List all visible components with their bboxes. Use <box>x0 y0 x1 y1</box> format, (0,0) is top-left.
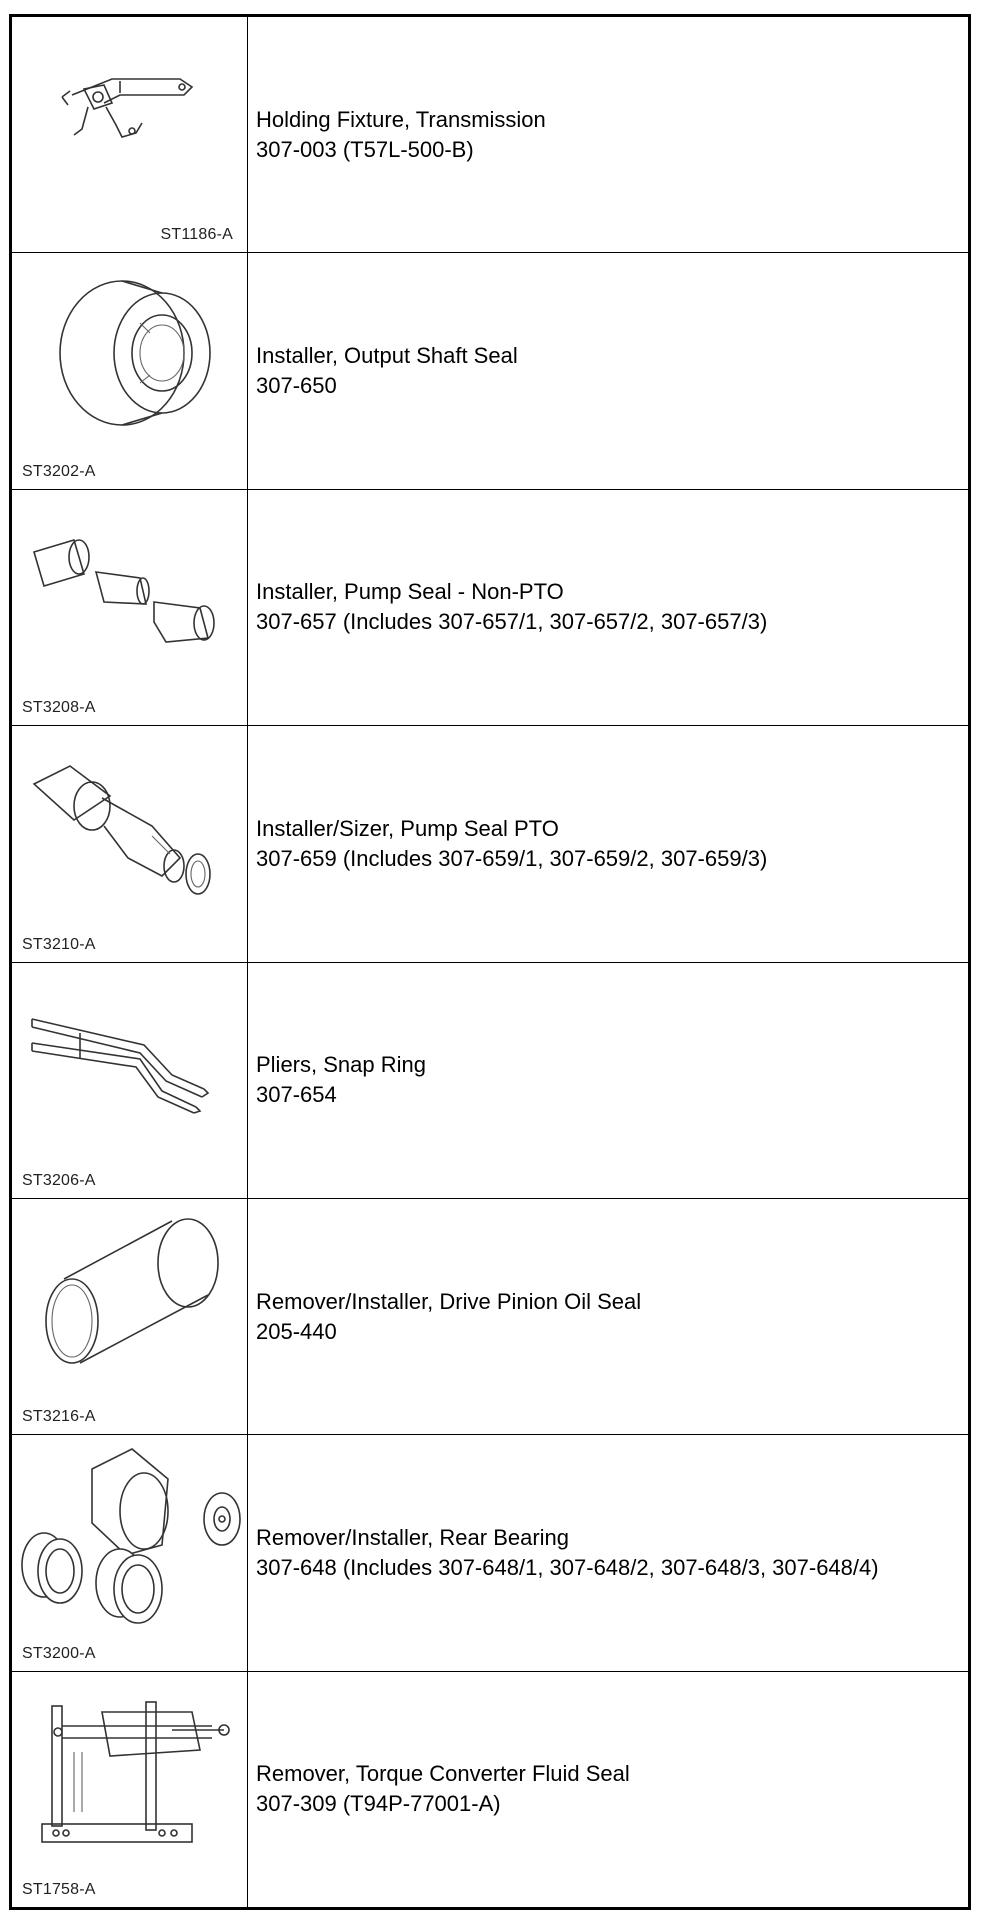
figure-code: ST3202-A <box>22 462 96 480</box>
table-row <box>12 963 968 1199</box>
tool-name: Installer, Output Shaft Seal <box>256 343 518 369</box>
snap-ring-pliers-icon <box>12 963 248 1163</box>
tool-part-number: 307-650 <box>256 373 337 399</box>
tool-image-cell <box>12 253 248 488</box>
figure-code: ST1758-A <box>22 1881 96 1898</box>
tool-image-cell <box>12 1672 248 1907</box>
tool-image-cell <box>12 490 248 725</box>
table-row <box>12 17 968 253</box>
tool-name: Remover/Installer, Rear Bearing <box>256 1524 570 1550</box>
tool-name: Remover/Installer, Drive Pinion Oil Seal <box>256 1288 642 1314</box>
table-row <box>12 490 968 726</box>
tool-name: Pliers, Snap Ring <box>256 1052 426 1078</box>
table-row <box>12 1672 968 1907</box>
tool-description <box>248 1435 968 1670</box>
tool-name: Holding Fixture, Transmission <box>256 106 546 132</box>
tool-part-number: 307-657 (Includes 307-657/1, 307-657/2, 307-657/3) <box>256 609 768 635</box>
tool-description <box>248 963 968 1198</box>
tool-name: Installer/Sizer, Pump Seal PTO <box>256 815 559 841</box>
output-shaft-seal-installer-icon <box>12 253 248 453</box>
table-row <box>12 253 968 489</box>
pinion-seal-tool-icon <box>12 1199 248 1399</box>
figure-code: ST3208-A <box>22 699 96 717</box>
figure-code: ST3200-A <box>22 1644 96 1662</box>
tool-image-cell <box>12 726 248 961</box>
tool-image-cell <box>12 963 248 1198</box>
tool-description <box>248 490 968 725</box>
table-row <box>12 1435 968 1671</box>
holding-fixture-icon <box>12 17 248 217</box>
tool-image-cell <box>12 1435 248 1670</box>
figure-code: ST1186-A <box>160 226 233 244</box>
table-row <box>12 726 968 962</box>
tool-image-cell <box>12 1199 248 1434</box>
table-row <box>12 1199 968 1435</box>
figure-code: ST3210-A <box>22 935 96 953</box>
tool-image-cell <box>12 17 248 252</box>
figure-code: ST3216-A <box>22 1408 96 1426</box>
tool-part-number: 205-440 <box>256 1318 337 1344</box>
special-tools-table <box>9 14 971 1910</box>
tool-description <box>248 1199 968 1434</box>
tool-description <box>248 253 968 488</box>
pump-seal-installer-icon <box>12 490 248 690</box>
tool-part-number: 307-003 (T57L-500-B) <box>256 136 474 162</box>
tool-description <box>248 1672 968 1907</box>
tool-part-number: 307-654 <box>256 1082 337 1108</box>
tool-name: Remover, Torque Converter Fluid Seal <box>256 1761 630 1787</box>
pump-seal-sizer-icon <box>12 726 248 926</box>
rear-bearing-tool-icon <box>12 1435 248 1635</box>
tool-description <box>248 17 968 252</box>
tool-name: Installer, Pump Seal - Non-PTO <box>256 579 564 605</box>
tool-description <box>248 726 968 961</box>
tool-part-number: 307-659 (Includes 307-659/1, 307-659/2, 307-659/3) <box>256 845 768 871</box>
figure-code: ST3206-A <box>22 1171 96 1189</box>
tool-part-number: 307-309 (T94P-77001-A) <box>256 1791 501 1817</box>
tool-part-number: 307-648 (Includes 307-648/1, 307-648/2, 307-648/3, 307-648/4) <box>256 1554 879 1580</box>
converter-seal-remover-icon <box>12 1672 248 1872</box>
